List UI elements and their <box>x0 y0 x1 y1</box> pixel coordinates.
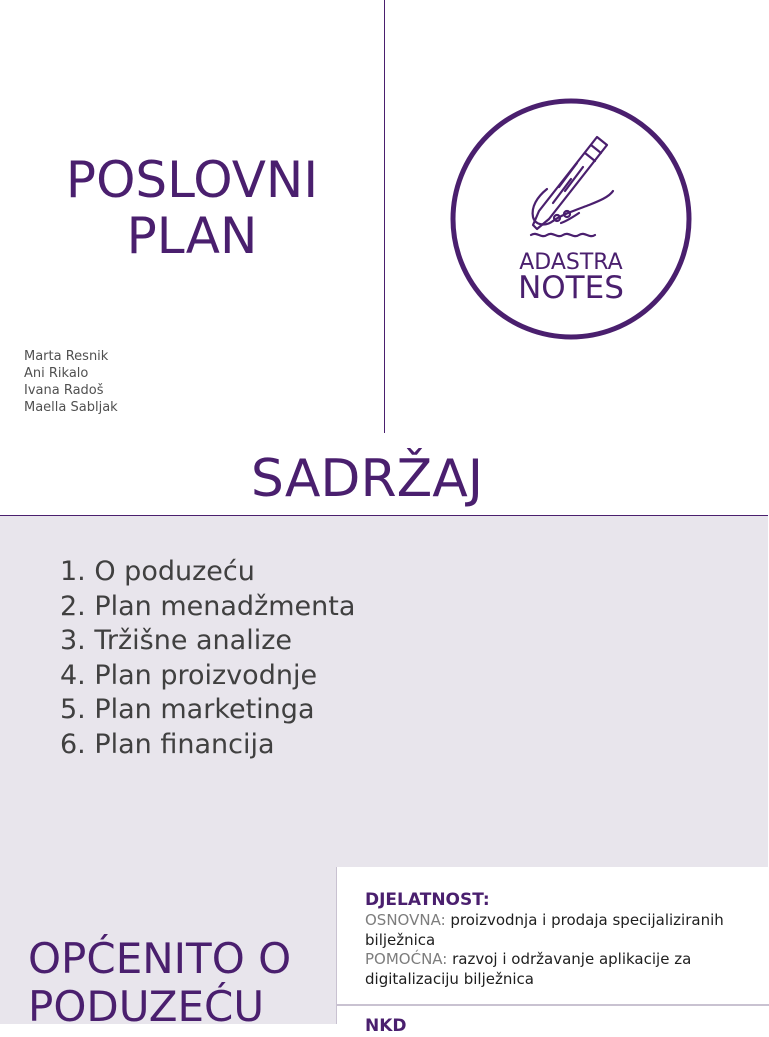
author-name: Ani Rikalo <box>24 366 89 381</box>
table-of-contents <box>60 555 355 763</box>
toc-item: 6. Plan financija <box>60 728 275 760</box>
overview-title-line-2: PODUZEĆU <box>28 982 265 1031</box>
secondary-activity-key: POMOĆNA: <box>365 950 448 968</box>
toc-item: 1. O poduzeću <box>60 556 255 587</box>
contents-header <box>0 433 768 516</box>
overview-title <box>28 935 291 1031</box>
title-slide <box>0 0 768 433</box>
contents-slide <box>0 433 768 867</box>
toc-item: 3. Tržišne analize <box>60 625 293 657</box>
presentation-title <box>0 152 384 264</box>
primary-activity-value: proizvodnja i prodaja specijaliziranih bilježnica <box>365 911 724 949</box>
author-list <box>24 348 118 416</box>
activity-heading: DJELATNOST: <box>365 890 490 910</box>
author-name: Ivana Radoš <box>24 383 104 398</box>
primary-activity <box>365 911 755 950</box>
logo-text-adastra: ADASTRA <box>519 250 623 275</box>
author-name: Maella Sabljak <box>24 400 118 415</box>
card-divider <box>337 1004 769 1006</box>
nkd-heading: NKD <box>365 1016 407 1036</box>
toc-item: 4. Plan proizvodnje <box>60 659 318 691</box>
adastra-notes-logo <box>449 97 693 341</box>
overview-title-line-1: OPĆENITO O <box>28 934 292 983</box>
contents-title: SADRŽAJ <box>250 449 484 509</box>
vertical-divider <box>384 0 385 433</box>
title-line-2: PLAN <box>126 207 258 265</box>
pen-writing-icon <box>531 137 613 236</box>
title-line-1: POSLOVNI <box>65 151 319 209</box>
company-overview-slide <box>0 867 768 1036</box>
author-name: Marta Resnik <box>24 349 109 364</box>
toc-item: 5. Plan marketinga <box>60 694 315 726</box>
toc-item: 2. Plan menadžmenta <box>60 590 356 622</box>
activity-section <box>365 889 755 989</box>
activity-card <box>336 867 769 1036</box>
secondary-activity <box>365 950 755 989</box>
logo-text-notes: NOTES <box>518 270 624 306</box>
logo-graphic <box>449 97 693 341</box>
primary-activity-key: OSNOVNA: <box>365 911 446 929</box>
secondary-activity-value: razvoj i održavanje aplikacije za digitalizaciju bilježnica <box>365 950 692 988</box>
